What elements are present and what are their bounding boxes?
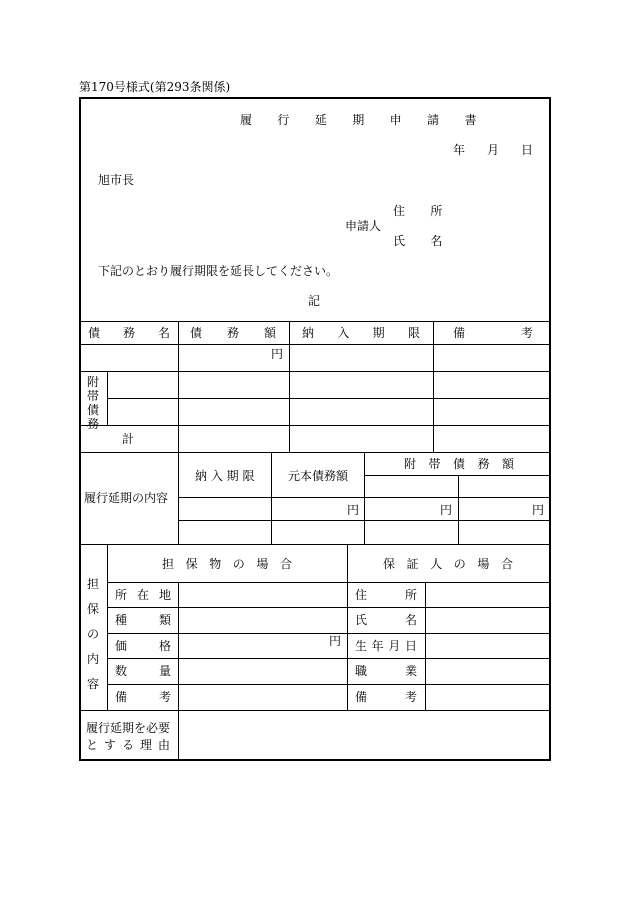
rule bbox=[107, 658, 551, 659]
date-month: 月 bbox=[487, 143, 500, 157]
rule bbox=[107, 544, 108, 710]
rule bbox=[107, 582, 551, 583]
rule bbox=[178, 452, 179, 544]
application-form bbox=[79, 97, 551, 761]
collateral-remarks: 備 考 bbox=[115, 690, 171, 704]
guarantor-occupation: 職 業 bbox=[355, 664, 417, 678]
applicant-label: 申請人 bbox=[345, 219, 382, 233]
rule bbox=[79, 710, 551, 711]
form-label: 第170号様式(第293条関係) bbox=[79, 80, 231, 94]
guarantor-remarks: 備 考 bbox=[355, 690, 417, 704]
header-debt-name: 債 務 名 bbox=[88, 326, 170, 340]
rule bbox=[79, 344, 551, 345]
ext-yen-principal: 円 bbox=[347, 503, 360, 517]
ext-principal-header: 元本債務額 bbox=[288, 469, 349, 483]
rule bbox=[289, 321, 290, 452]
guarantor-header: 保 証 人 の 場 合 bbox=[383, 557, 513, 571]
rule bbox=[178, 321, 179, 452]
header-remarks: 備 考 bbox=[453, 326, 533, 340]
collateral-location: 所 在 地 bbox=[115, 588, 171, 602]
header-debt-amount: 債 務 額 bbox=[190, 326, 276, 340]
rule bbox=[178, 582, 179, 710]
addressee: 旭市長 bbox=[98, 173, 135, 187]
guarantor-address: 住 所 bbox=[355, 588, 417, 602]
rule bbox=[433, 321, 434, 452]
ext-yen-attached-1: 円 bbox=[440, 503, 453, 517]
rule bbox=[458, 475, 459, 544]
guarantor-birthdate: 生 年 月 日 bbox=[355, 639, 417, 653]
debt-yen: 円 bbox=[271, 347, 284, 361]
rule bbox=[79, 425, 551, 426]
security-label: 担保の内容 bbox=[86, 577, 99, 691]
extension-label: 履行延期の内容 bbox=[84, 491, 169, 505]
header-due-date: 納 入 期 限 bbox=[302, 326, 420, 340]
rule bbox=[271, 452, 272, 544]
rule bbox=[79, 321, 551, 322]
applicant-address-label: 住 所 bbox=[393, 204, 454, 218]
form-title: 履 行 延 期 申 請 書 bbox=[240, 113, 488, 127]
collateral-type: 種 類 bbox=[115, 613, 171, 627]
guarantor-name: 氏 名 bbox=[355, 613, 417, 627]
applicant-name-label: 氏 名 bbox=[393, 234, 454, 248]
date-year: 年 bbox=[453, 143, 466, 157]
rule bbox=[364, 452, 365, 544]
collateral-header: 担 保 物 の 場 合 bbox=[162, 557, 292, 571]
rule bbox=[347, 544, 348, 710]
attached-debt-label: 附帯債務 bbox=[86, 375, 99, 431]
reason-line1: 履行延期を必要 bbox=[86, 721, 171, 735]
collateral-price-yen: 円 bbox=[329, 634, 342, 648]
reason-line2: と す る 理 由 bbox=[86, 738, 170, 752]
rule bbox=[79, 371, 551, 372]
ext-due-header: 納 入 期 限 bbox=[195, 469, 255, 483]
rule bbox=[107, 684, 551, 685]
collateral-quantity: 数 量 bbox=[115, 664, 171, 678]
ext-yen-attached-2: 円 bbox=[532, 503, 545, 517]
ext-attached-header: 附 帯 債 務 額 bbox=[404, 457, 514, 471]
rule bbox=[107, 607, 551, 608]
rule bbox=[178, 710, 179, 761]
request-text: 下記のとおり履行期限を延長してください。 bbox=[98, 264, 339, 278]
date-day: 日 bbox=[521, 143, 534, 157]
rule bbox=[107, 371, 108, 425]
rule bbox=[425, 582, 426, 710]
total-label: 計 bbox=[122, 432, 135, 446]
rule bbox=[79, 544, 551, 545]
rule bbox=[79, 452, 551, 453]
ki-label: 記 bbox=[308, 294, 321, 308]
rule bbox=[107, 398, 551, 399]
collateral-price: 価 格 bbox=[115, 639, 171, 653]
